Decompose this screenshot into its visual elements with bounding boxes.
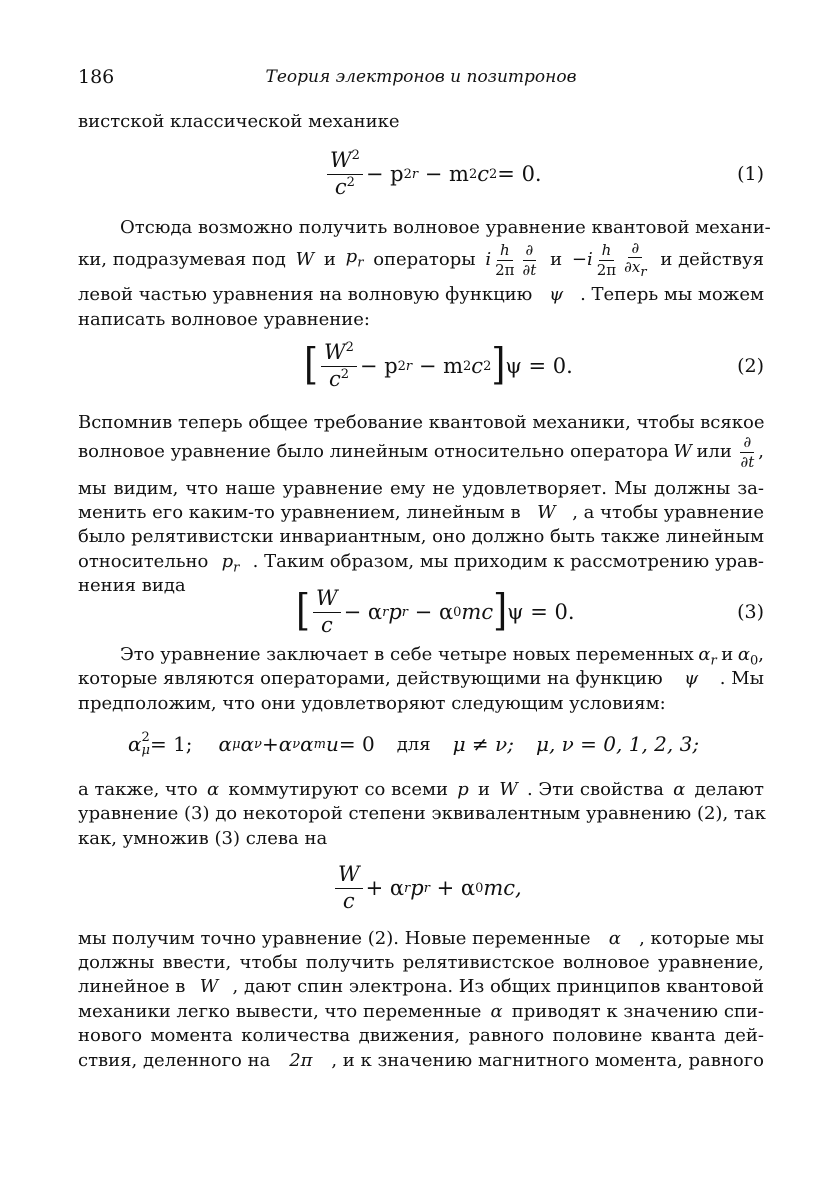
- equation-4: [78, 858, 764, 918]
- text-line: менить его каким-то уравнением, линейным в W , а чтобы уравнение: [78, 502, 764, 523]
- text-line: вистской классической механике: [78, 111, 400, 132]
- equation-2: [78, 336, 764, 396]
- text-line: Отсюда возможно получить волновое уравнение квантовой механи-: [120, 217, 771, 238]
- text-line: как, умножив (3) слева на: [78, 828, 328, 849]
- equation-1-number: (1): [737, 163, 764, 185]
- equation-1-body: $\frac{W^2}{c^2}$ − p 2 r − m 2 c 2 = 0.: [324, 144, 542, 204]
- running-title: Теория электронов и позитронов: [265, 67, 577, 87]
- equation-2-number: (2): [737, 355, 764, 377]
- text-line: а также, что α коммутируют со всеми p и W . Эти свойства α делают: [78, 779, 764, 800]
- text-line: волновое уравнение было линейным относительно оператора W или $\frac{\partial}{\partial t}$ ,: [78, 433, 764, 471]
- conditions: [78, 714, 764, 774]
- text-line: Это уравнение заключает в себе четыре новых переменных $\alpha_r$ и $\alpha_0$,: [120, 644, 764, 669]
- text-line: мы видим, что наше уравнение ему не удовлетворяет. Мы должны за-: [78, 478, 764, 499]
- text-line: которые являются операторами, действующими на функцию ψ . Мы: [78, 668, 764, 689]
- page-number: 186: [78, 66, 115, 88]
- running-head: [78, 66, 764, 90]
- text-line: нения вида: [78, 575, 186, 596]
- equation-1: [78, 144, 764, 204]
- text-line: левой частью уравнения на волновую функцию ψ . Теперь мы можем: [78, 284, 764, 305]
- text-line: было релятивистски инвариантным, оно должно быть также линейным: [78, 526, 764, 547]
- text-line: Вспомнив теперь общее требование квантовой механики, чтобы всякое: [78, 412, 765, 433]
- text-line: предположим, что они удовлетворяют следующим условиям:: [78, 693, 666, 714]
- text-line: линейное в W , дают спин электрона. Из общих принципов квантовой: [78, 976, 764, 997]
- text-line: мы получим точно уравнение (2). Новые переменные α , которые мы: [78, 928, 764, 949]
- text-line: ствия, деленного на 2π , и к значению магнитного момента, равного: [78, 1050, 764, 1071]
- text-line: механики легко вывести, что переменные α приводят к значению спи-: [78, 1001, 764, 1022]
- text-line: написать волновое уравнение:: [78, 309, 370, 330]
- equation-3: [78, 582, 764, 642]
- equation-4-body: $\frac{W}{c}$ + α r p r + α 0 mc,: [332, 858, 522, 918]
- text-line: уравнение (3) до некоторой степени эквивалентным уравнению (2), так: [78, 803, 766, 824]
- text-line: относительно $p_r$ . Таким образом, мы приходим к рассмотрению урав-: [78, 551, 764, 576]
- fraction-w2-c2: $\frac{W^2}{c^2}$: [327, 149, 363, 198]
- equation-3-body: [ $\frac{W}{c}$ − α r p r − α 0 mc ] ψ = 0.: [296, 586, 575, 637]
- text-line: должны ввести, чтобы получить релятивистское волновое уравнение,: [78, 952, 764, 973]
- equation-3-number: (3): [737, 601, 764, 623]
- text-line: нового момента количества движения, равного половине кванта дей-: [78, 1025, 764, 1046]
- equation-2-body: [ $\frac{W^2}{c^2}$ − p 2 r − m 2 c 2 ] ψ = 0.: [304, 340, 573, 391]
- conditions-body: α 2 μ = 1; α μ α ν + α ν α m u = 0 для μ ≠ ν; μ, ν = 0, 1, 2, 3;: [128, 730, 700, 758]
- text-line-operators: ки, подразумевая под W и $p_r$ операторы i $\frac{h}{2\pi}$ $\frac{\partial}{\partial t}$ и −i $\frac{h}{2\pi}$ $\frac{\partial}{\partial x_r}$ и действуя: [78, 238, 764, 281]
